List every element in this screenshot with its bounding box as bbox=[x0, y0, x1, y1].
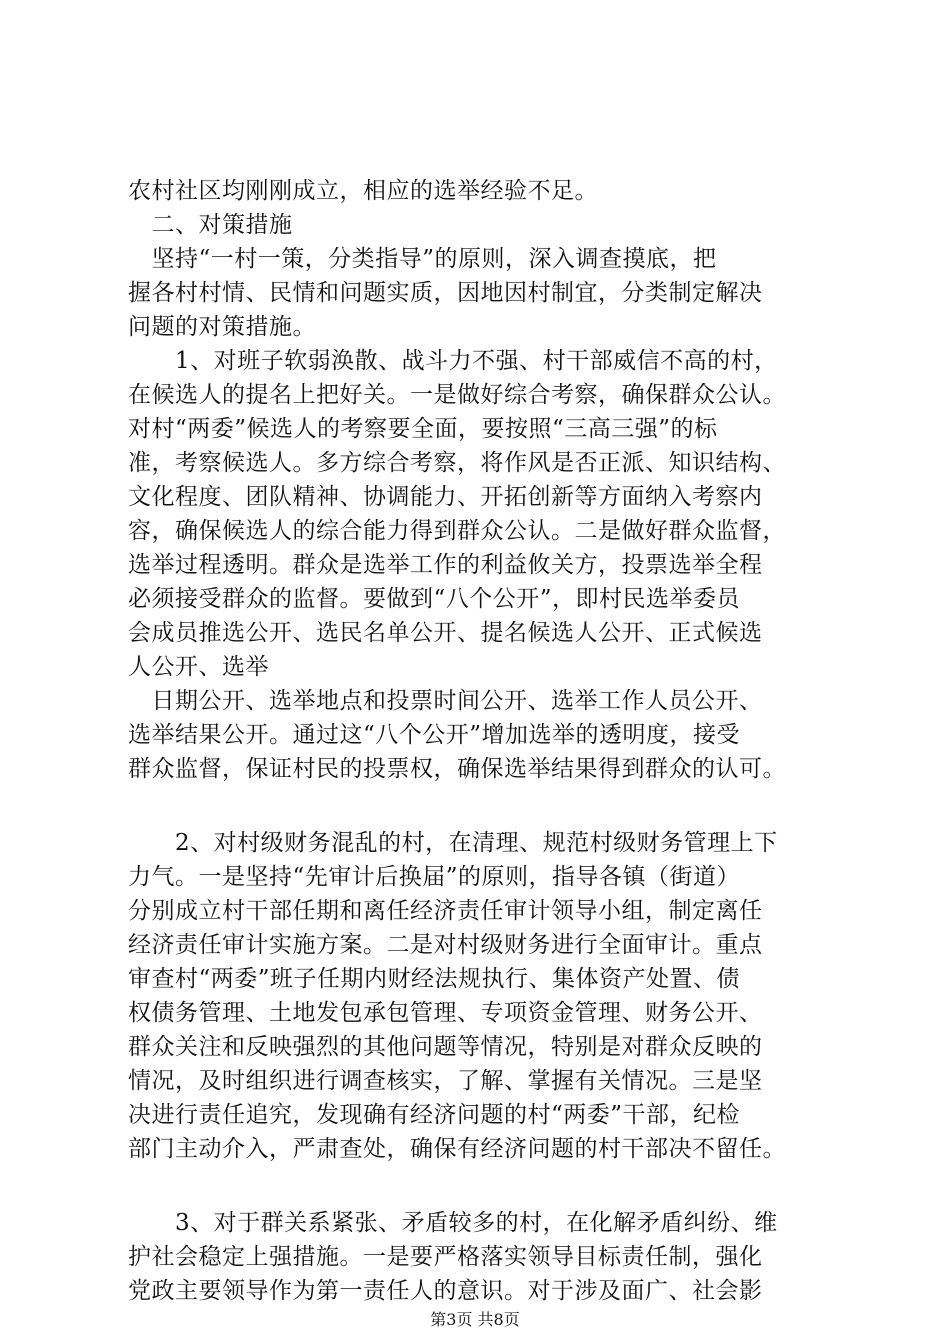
text-line: 必须接受群众的监督。要做到“八个公开”，即村民选举委员 bbox=[128, 586, 741, 612]
text-line: 情况，及时组织进行调查核实，了解、掌握有关情况。三是坚 bbox=[128, 1068, 763, 1094]
text-line: 决进行责任追究，发现确有经济问题的村“两委”干部，纪检 bbox=[128, 1102, 741, 1128]
page-footer: 第3页 共8页 bbox=[430, 1310, 520, 1329]
text-line: 握各村村情、民情和问题实质，因地因村制宜，分类制定解决 bbox=[128, 280, 763, 306]
text-line: 文化程度、团队精神、协调能力、开拓创新等方面纳入考察内 bbox=[128, 484, 763, 510]
text-line: 权债务管理、土地发包承包管理、专项资金管理、财务公开、 bbox=[128, 1000, 763, 1026]
text-line: 选举过程透明。群众是选举工作的利益攸关方，投票选举全程 bbox=[128, 552, 763, 578]
text-line: 在候选人的提名上把好关。一是做好综合考察，确保群众公认。 bbox=[128, 382, 786, 408]
text-line: 农村社区均刚刚成立，相应的选举经验不足。 bbox=[128, 178, 598, 204]
text-line: 坚持“一村一策，分类指导”的原则，深入调查摸底，把 bbox=[128, 246, 717, 272]
text-line: 部门主动介入，严肃查处，确保有经济问题的村干部决不留任。 bbox=[128, 1136, 786, 1162]
text-line: 选举结果公开。通过这“八个公开”增加选举的透明度，接受 bbox=[128, 722, 741, 748]
text-line: 1、对班子软弱涣散、战斗力不强、村干部威信不高的村， bbox=[128, 348, 778, 374]
section-heading: 二、对策措施 bbox=[128, 212, 293, 238]
text-line: 会成员推选公开、选民名单公开、提名候选人公开、正式候选 bbox=[128, 620, 763, 646]
text-line: 经济责任审计实施方案。二是对村级财务进行全面审计。重点 bbox=[128, 932, 763, 958]
text-line: 审查村“两委”班子任期内财经法规执行、集体资产处置、债 bbox=[128, 966, 741, 992]
text-line: 问题的对策措施。 bbox=[128, 314, 316, 340]
text-line: 护社会稳定上强措施。一是要严格落实领导目标责任制，强化 bbox=[128, 1244, 763, 1270]
text-line: 日期公开、选举地点和投票时间公开、选举工作人员公开、 bbox=[128, 688, 763, 714]
text-line: 群众监督，保证村民的投票权，确保选举结果得到群众的认可。 bbox=[128, 756, 786, 782]
text-line: 分别成立村干部任期和离任经济责任审计领导小组，制定离任 bbox=[128, 898, 763, 924]
text-line: 群众关注和反映强烈的其他问题等情况，特别是对群众反映的 bbox=[128, 1034, 763, 1060]
text-line: 对村“两委”候选人的考察要全面，要按照“三高三强”的标 bbox=[128, 416, 718, 442]
text-line: 3、对于群关系紧张、矛盾较多的村，在化解矛盾纠纷、维 bbox=[128, 1210, 778, 1236]
text-line: 2、对村级财务混乱的村，在清理、规范村级财务管理上下 bbox=[128, 830, 778, 856]
text-line: 力气。一是坚持“先审计后换届”的原则，指导各镇（街道） bbox=[128, 864, 741, 890]
text-line: 准，考察候选人。多方综合考察，将作风是否正派、知识结构、 bbox=[128, 450, 786, 476]
text-line: 容，确保候选人的综合能力得到群众公认。二是做好群众监督， bbox=[128, 518, 786, 544]
text-line: 党政主要领导作为第一责任人的意识。对于涉及面广、社会影 bbox=[128, 1278, 763, 1304]
text-line: 人公开、选举 bbox=[128, 654, 269, 680]
